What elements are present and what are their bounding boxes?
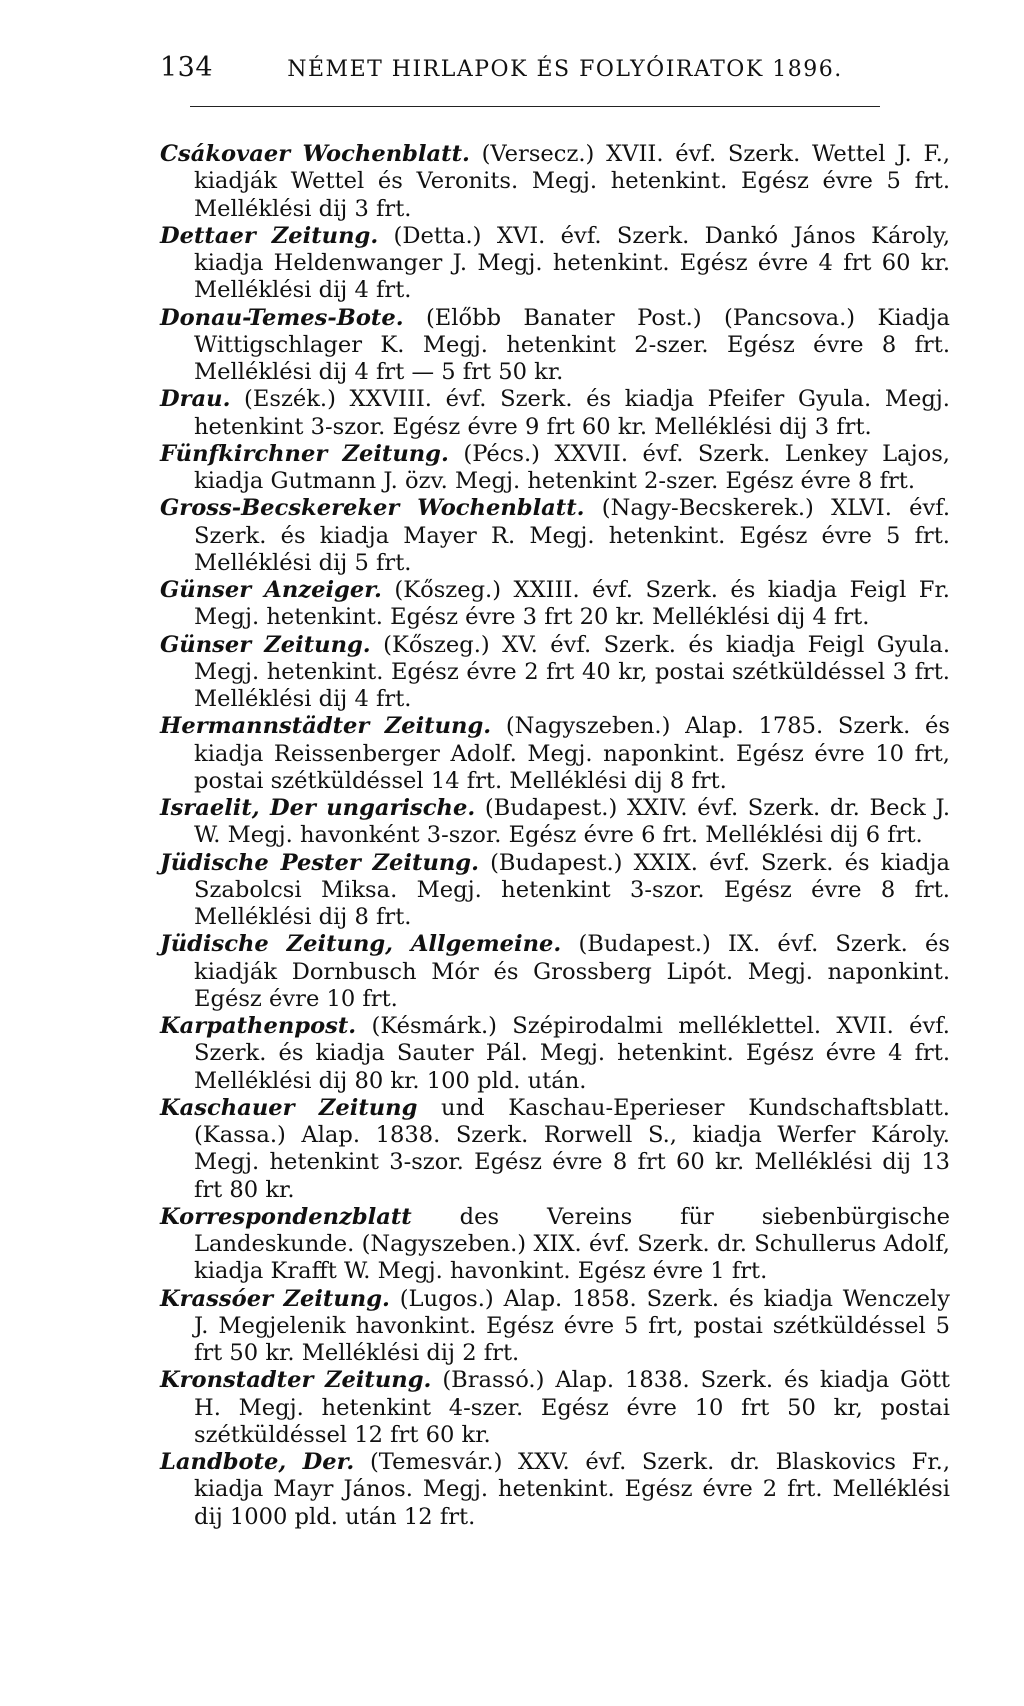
entry-title: Landbote, Der. xyxy=(160,1449,355,1475)
entry-title: Kaschauer Zeitung xyxy=(160,1094,418,1121)
list-item xyxy=(160,495,950,577)
entry-body: (Eszék.) XXVIII. évf. Szerk. és kiadja Pfeifer Gyula. Megj. hetenkint 3-szor. Egész évre 9 frt 60 kr. Melléklési dij 3 frt. xyxy=(194,386,950,440)
entry-title: Korrespondenzblatt xyxy=(160,1203,412,1230)
list-item xyxy=(160,1013,950,1095)
list-item xyxy=(160,141,950,223)
entry-title: Dettaer Zeitung. xyxy=(160,222,379,249)
page-number: 134 xyxy=(160,52,214,83)
page-header xyxy=(160,52,950,92)
entry-body: (Kőszeg.) XV. évf. Szerk. és kiadja Feigl Gyula. Megj. hetenkint. Egész évre 2 frt 40 kr, postai szétküldéssel 3 frt. Melléklési dij 4 frt. xyxy=(194,631,951,712)
list-item xyxy=(160,713,950,795)
entry-body: (Brassó.) Alap. 1838. Szerk. és kiadja Gött H. Megj. hetenkint 4-szer. Egész évre 10 frt 50 kr, postai szétküldéssel 12 frt 60 kr. xyxy=(194,1367,950,1448)
entry-title: Donau-Temes-Bote. xyxy=(160,304,404,331)
entry-body: (Pécs.) XXVII. évf. Szerk. Lenkey Lajos, kiadja Gutmann J. özv. Megj. hetenkint 2-szer. Egész évre 8 frt. xyxy=(194,440,950,494)
list-item xyxy=(160,386,950,441)
entry-title: Hermannstädter Zeitung. xyxy=(160,713,492,740)
list-item xyxy=(160,441,950,496)
list-item xyxy=(160,1204,950,1286)
list-item xyxy=(160,850,950,932)
list-item xyxy=(160,1095,950,1204)
entry-title: Csákovaer Wochenblatt. xyxy=(160,141,470,167)
entry-body: (Budapest.) XXIV. évf. Szerk. dr. Beck J. W. Megj. havonként 3-szor. Egész évre 6 frt. Melléklési dij 6 frt. xyxy=(194,795,951,849)
entry-title: Karpathenpost. xyxy=(160,1013,357,1039)
entry-title: Israelit, Der ungarische. xyxy=(160,795,476,821)
entry-title: Gross-Becskereker Wochenblatt. xyxy=(160,495,585,522)
entry-title: Fünfkirchner Zeitung. xyxy=(160,440,449,467)
list-item xyxy=(160,223,950,305)
list-item xyxy=(160,305,950,387)
entry-title: Jüdische Zeitung, Allgemeine. xyxy=(160,931,562,958)
entry-body: und Kaschau-Eperieser Kundschaftsblatt. (Kassa.) Alap. 1838. Szerk. Rorwell S., kiadja Werfer Károly. Megj. hetenkint 3-szor. Egész évre 8 frt 60 kr. Melléklési dij 13 frt 80 kr. xyxy=(194,1094,950,1203)
entry-body: (Detta.) XVI. évf. Szerk. Dankó János Károly, kiadja Heldenwanger J. Megj. hetenkint. Egész évre 4 frt 60 kr. Melléklési dij 4 frt. xyxy=(194,222,951,304)
entry-body: des Vereins für siebenbürgische Landeskunde. (Nagyszeben.) XIX. évf. Szerk. dr. Schullerus Adolf, kiadja Krafft W. Megj. havonkint. Egész évre 1 frt. xyxy=(194,1203,950,1285)
entry-title: Günser Zeitung. xyxy=(160,631,371,658)
entry-body: (Lugos.) Alap. 1858. Szerk. és kiadja Wenczely J. Megjelenik havonkint. Egész évre 5 frt, postai szétküldéssel 5 frt 50 kr. Melléklési dij 2 frt. xyxy=(194,1285,950,1366)
entry-title: Krassóer Zeitung. xyxy=(160,1285,390,1312)
entry-body: (Nagy-Becskerek.) XLVI. évf. Szerk. és kiadja Mayer R. Megj. hetenkint. Egész évre 5 frt. Melléklési dij 5 frt. xyxy=(194,495,950,576)
entry-list xyxy=(160,141,950,1531)
running-title: NÉMET HIRLAPOK ÉS FOLYÓIRATOK 1896. xyxy=(287,57,843,82)
entry-title: Günser Anzeiger. xyxy=(160,577,382,603)
list-item xyxy=(160,1367,950,1449)
entry-body: (Budapest.) XXIX. évf. Szerk. és kiadja Szabolcsi Miksa. Megj. hetenkint 3-szor. Egész évre 8 frt. Melléklési dij 8 frt. xyxy=(194,849,950,930)
entry-title: Jüdische Pester Zeitung. xyxy=(160,849,479,876)
list-item xyxy=(160,577,950,632)
entry-body: (Késmárk.) Szépirodalmi melléklettel. XVII. évf. Szerk. és kiadja Sauter Pál. Megj. hetenkint. Egész évre 4 frt. Melléklési dij 80 kr. 100 pld. után. xyxy=(194,1013,950,1094)
list-item xyxy=(160,1286,950,1368)
list-item xyxy=(160,795,950,850)
entry-body: (Temesvár.) XXV. évf. Szerk. dr. Blaskovics Fr., kiadja Mayr János. Megj. hetenkint. Egész évre 2 frt. Melléklési dij 1000 pld. után 12 frt. xyxy=(194,1449,950,1530)
entry-title: Kronstadter Zeitung. xyxy=(160,1367,432,1394)
list-item xyxy=(160,632,950,714)
entry-body: (Kőszeg.) XXIII. évf. Szerk. és kiadja Feigl Fr. Megj. hetenkint. Egész évre 3 frt 20 kr. Melléklési dij 4 frt. xyxy=(194,577,950,631)
entry-body: (Budapest.) IX. évf. Szerk. és kiadják Dornbusch Mór és Grossberg Lipót. Megj. naponkint. Egész évre 10 frt. xyxy=(194,931,950,1012)
entry-title: Drau. xyxy=(160,386,231,413)
list-item xyxy=(160,931,950,1013)
entry-body: (Nagyszeben.) Alap. 1785. Szerk. és kiadja Reissenberger Adolf. Megj. naponkint. Egész évre 10 frt, postai szétküldéssel 14 frt. Melléklési dij 8 frt. xyxy=(194,713,950,794)
entry-body: (Előbb Banater Post.) (Pancsova.) Kiadja Wittigschlager K. Megj. hetenkint 2-szer. Egész évre 8 frt. Melléklési dij 4 frt — 5 frt 50 kr. xyxy=(194,304,950,385)
list-item xyxy=(160,1449,950,1531)
entry-body: (Versecz.) XVII. évf. Szerk. Wettel J. F., kiadják Wettel és Veronits. Megj. hetenkint. Egész évre 5 frt. Melléklési dij 3 frt. xyxy=(194,141,950,222)
header-rule xyxy=(190,106,880,107)
